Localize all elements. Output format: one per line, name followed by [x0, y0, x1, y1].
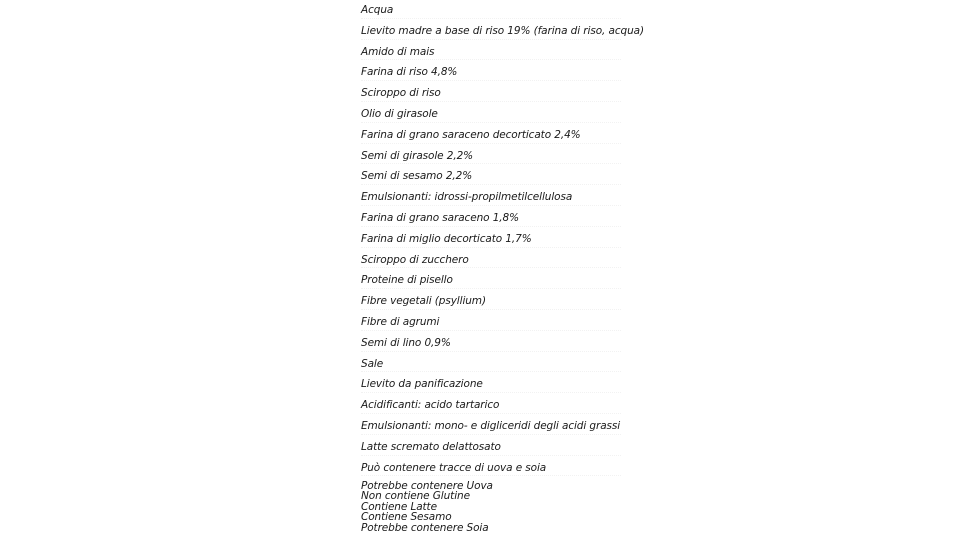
allergen-item: Non contiene Glutine: [361, 490, 470, 503]
ingredient-list: [361, 0, 644, 478]
ingredient-item: Emulsionanti: mono- e digliceridi degli acidi grassi: [361, 416, 621, 437]
ingredient-item: Semi di sesamo 2,2%: [361, 166, 621, 187]
ingredient-item: Può contenere tracce di uova e soia: [361, 458, 621, 479]
ingredient-item: Sale: [361, 354, 621, 375]
ingredient-item: Fibre di agrumi: [361, 312, 621, 333]
allergen-list: [361, 481, 621, 533]
ingredient-item: Farina di riso 4,8%: [361, 62, 621, 83]
allergen-item: Potrebbe contenere Uova: [361, 480, 493, 492]
ingredient-item: Farina di grano saraceno decorticato 2,4%: [361, 125, 621, 146]
ingredient-item: Farina di miglio decorticato 1,7%: [361, 229, 621, 250]
ingredient-item: Latte scremato delattosato: [361, 437, 621, 458]
ingredient-item: Fibre vegetali (psyllium): [361, 291, 621, 312]
allergen-item: Contiene Latte: [361, 500, 437, 513]
ingredient-item: Semi di lino 0,9%: [361, 333, 621, 354]
ingredient-item: Proteine di pisello: [361, 270, 621, 291]
ingredient-item: Olio di girasole: [361, 104, 621, 125]
ingredient-item: Sciroppo di riso: [361, 83, 621, 104]
ingredient-item: Acqua: [361, 0, 621, 21]
ingredient-item: Acidificanti: acido tartarico: [361, 395, 621, 416]
ingredient-item: Farina di grano saraceno 1,8%: [361, 208, 621, 229]
allergen-item: Potrebbe contenere Soia: [361, 521, 489, 534]
allergen-item: Contiene Sesamo: [361, 511, 452, 524]
ingredient-item: Emulsionanti: idrossi-propilmetilcellulosa: [361, 187, 621, 208]
ingredient-item: Lievito madre a base di riso 19% (farina di riso, acqua): [361, 21, 621, 42]
ingredient-item: Amido di mais: [361, 42, 621, 63]
ingredient-item: Sciroppo di zucchero: [361, 250, 621, 271]
ingredient-item: Lievito da panificazione: [361, 374, 621, 395]
ingredient-item: Semi di girasole 2,2%: [361, 146, 621, 167]
